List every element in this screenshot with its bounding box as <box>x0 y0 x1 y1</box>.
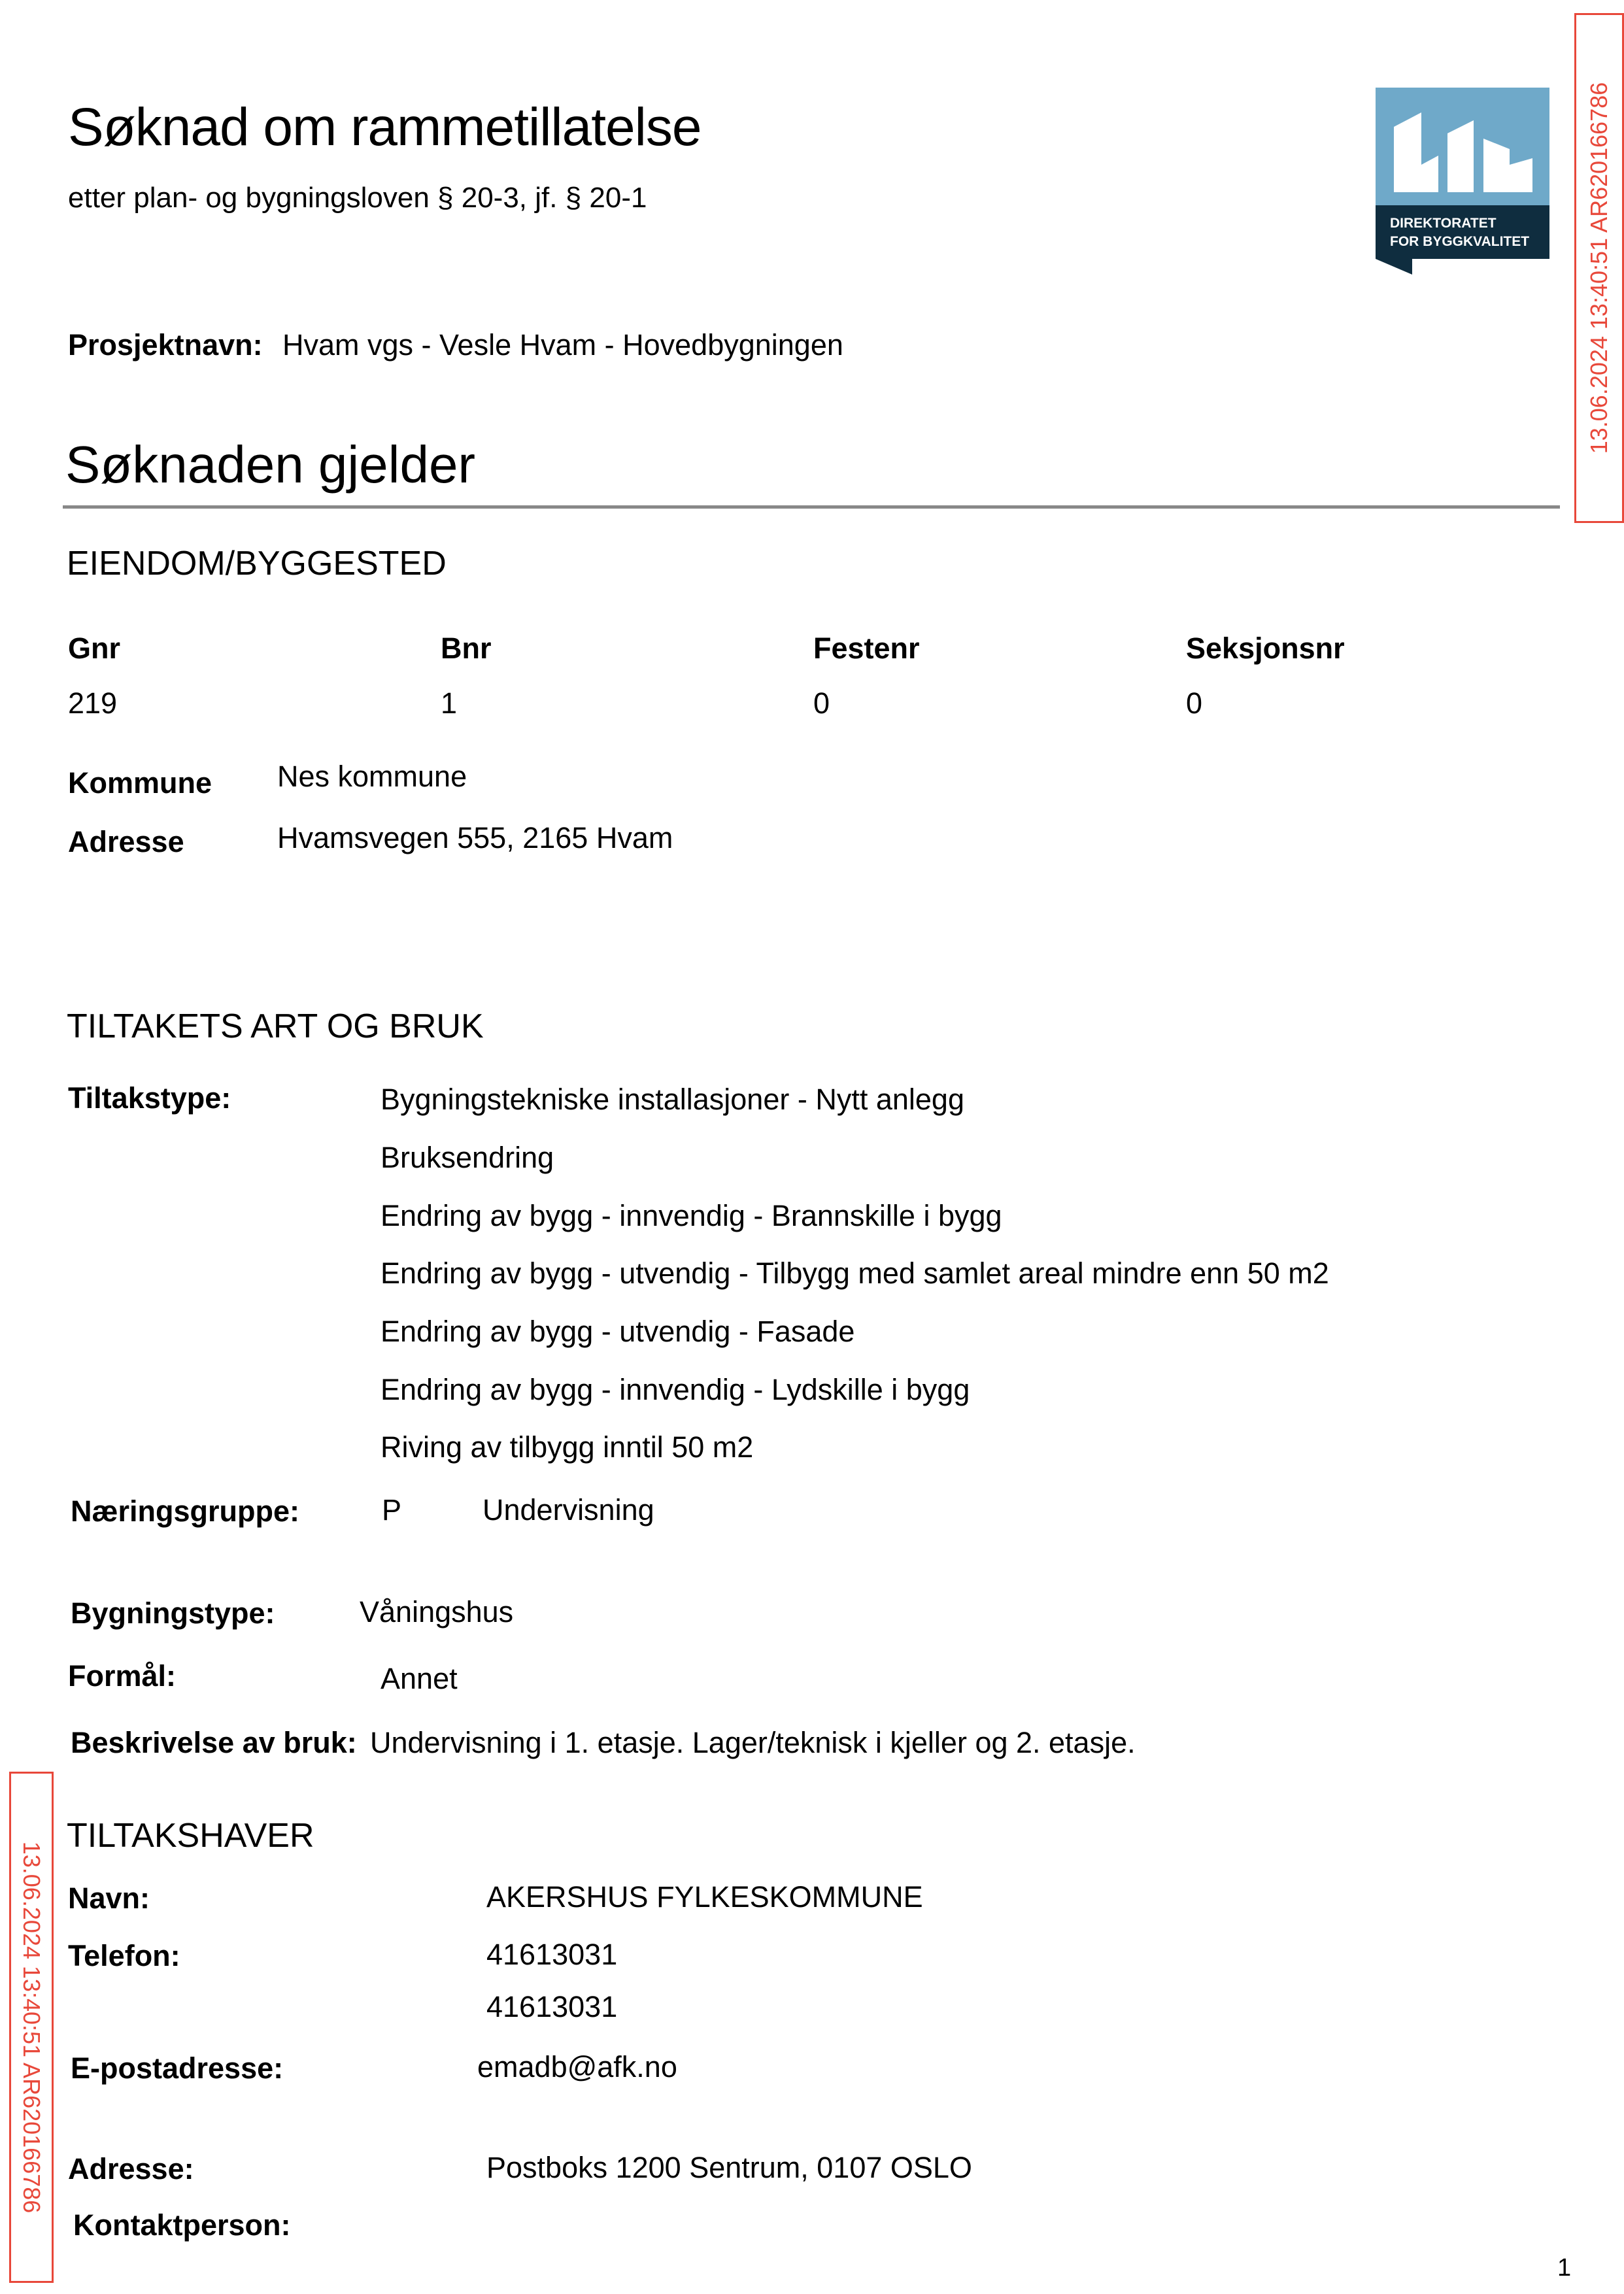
tiltakstype-label: Tiltakstype: <box>68 1081 231 1115</box>
dibk-logo <box>1376 88 1549 275</box>
adresse-value: Hvamsvegen 555, 2165 Hvam <box>277 821 673 854</box>
gnr-label: Gnr <box>68 632 121 665</box>
logo-line1: DIREKTORATET <box>1390 216 1497 231</box>
tiltakshaver-adresse-label: Adresse: <box>68 2152 194 2185</box>
bygningstype-label: Bygningstype: <box>71 1596 275 1630</box>
document-subtitle: etter plan- og bygningsloven § 20-3, jf. § 20-1 <box>68 182 647 214</box>
section-heading: Søknaden gjelder <box>65 435 476 494</box>
stamp-text: 13.06.2024 13:40:51 AR620166786 <box>1585 82 1612 454</box>
telefon-value: 41613031 <box>486 1938 618 1971</box>
naeringsgruppe-code: P <box>382 1493 402 1527</box>
formaal-value: Annet <box>381 1662 458 1695</box>
project-value: Hvam vgs - Vesle Hvam - Hovedbygningen <box>282 328 843 362</box>
festenr-value: 0 <box>813 686 830 720</box>
beskrivelse-label: Beskrivelse av bruk: <box>71 1726 357 1759</box>
property-heading: EIENDOM/BYGGESTED <box>67 545 447 582</box>
tiltakstype-item: Riving av tilbygg inntil 50 m2 <box>381 1430 754 1464</box>
document-title: Søknad om rammetillatelse <box>68 97 702 157</box>
kommune-label: Kommune <box>68 766 212 800</box>
navn-value: AKERSHUS FYLKESKOMMUNE <box>486 1880 923 1914</box>
bnr-value: 1 <box>441 686 458 720</box>
tiltakstype-item: Endring av bygg - utvendig - Tilbygg med samlet areal mindre enn 50 m2 <box>381 1257 1329 1290</box>
seksjonsnr-value: 0 <box>1186 686 1203 720</box>
bnr-label: Bnr <box>441 632 492 665</box>
tiltakstype-item: Endring av bygg - utvendig - Fasade <box>381 1315 855 1348</box>
tiltakstype-item: Bygningstekniske installasjoner - Nytt anlegg <box>381 1083 964 1116</box>
stamp-text: 13.06.2024 13:40:51 AR620166786 <box>18 1841 45 2214</box>
timestamp-stamp-bottom <box>9 1772 54 2283</box>
beskrivelse-value: Undervisning i 1. etasje. Lager/teknisk i kjeller og 2. etasje. <box>370 1726 1136 1759</box>
timestamp-stamp-top <box>1574 13 1624 523</box>
gnr-value: 219 <box>68 686 118 720</box>
naeringsgruppe-value: Undervisning <box>482 1493 654 1527</box>
kontaktperson-label: Kontaktperson: <box>73 2208 291 2242</box>
project-label: Prosjektnavn: <box>68 328 263 362</box>
tiltakshaver-heading: TILTAKSHAVER <box>67 1817 314 1855</box>
festenr-label: Festenr <box>813 632 920 665</box>
epost-label: E-postadresse: <box>71 2051 284 2085</box>
section-divider <box>63 505 1560 509</box>
kommune-value: Nes kommune <box>277 760 467 793</box>
seksjonsnr-label: Seksjonsnr <box>1186 632 1345 665</box>
tiltakstype-item: Endring av bygg - innvendig - Brannskille i bygg <box>381 1199 1002 1232</box>
naeringsgruppe-label: Næringsgruppe: <box>71 1494 300 1528</box>
tiltakstype-item: Bruksendring <box>381 1141 554 1174</box>
formaal-label: Formål: <box>68 1659 177 1693</box>
tiltak-heading: TILTAKETS ART OG BRUK <box>67 1007 484 1045</box>
tiltakshaver-adresse-value: Postboks 1200 Sentrum, 0107 OSLO <box>486 2151 972 2184</box>
telefon-value: 41613031 <box>486 1990 618 2023</box>
logo-line2: FOR BYGGKVALITET <box>1390 234 1530 249</box>
page-number: 1 <box>1557 2254 1572 2282</box>
epost-value: emadb@afk.no <box>477 2050 677 2083</box>
navn-label: Navn: <box>68 1881 150 1915</box>
tiltakstype-item: Endring av bygg - innvendig - Lydskille i bygg <box>381 1373 970 1406</box>
bygningstype-value: Våningshus <box>360 1595 514 1628</box>
adresse-label: Adresse <box>68 825 184 858</box>
telefon-label: Telefon: <box>68 1939 180 1972</box>
